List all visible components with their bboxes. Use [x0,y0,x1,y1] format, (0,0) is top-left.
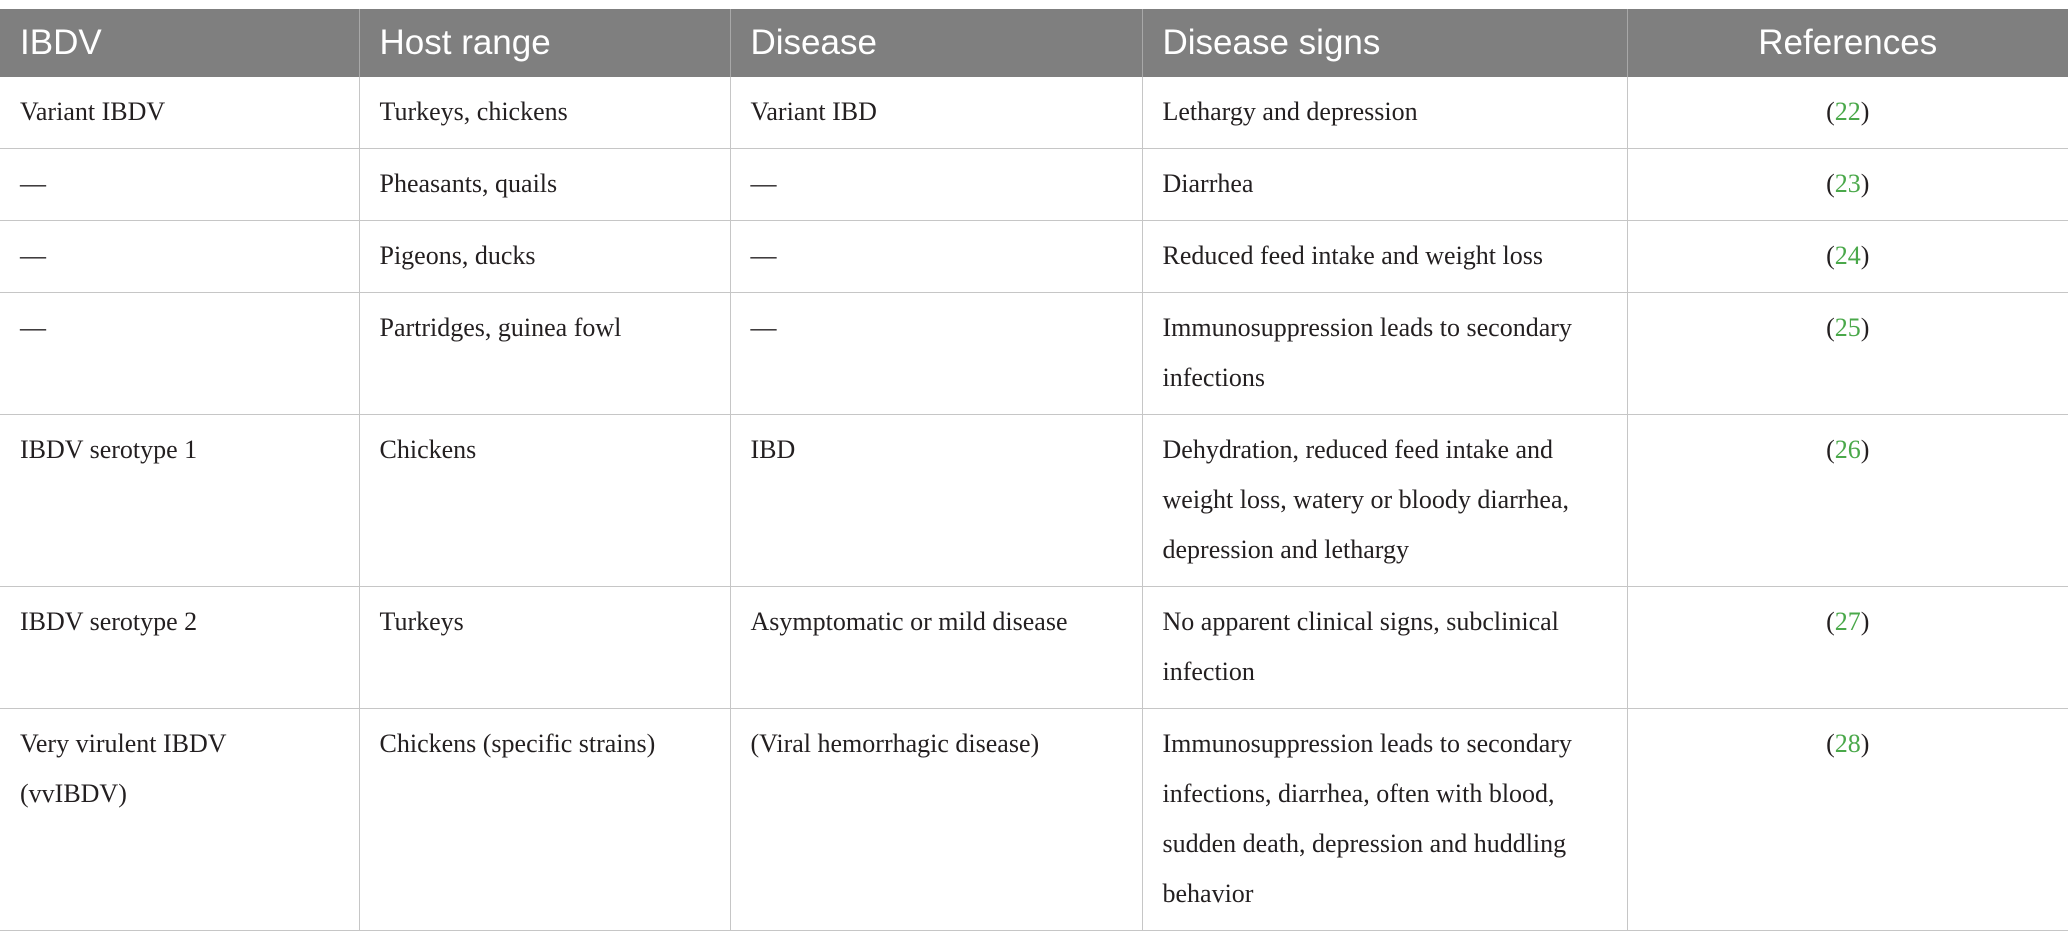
cell-disease: — [730,149,1142,221]
reference-link[interactable]: 22 [1834,97,1861,126]
table-row [0,709,2068,931]
header-disease: Disease [730,9,1142,77]
cell-disease-signs: Immunosuppression leads to secondary infections, diarrhea, often with blood, sudden death, depression and huddling behavior [1142,709,1627,931]
cell-ibdv: — [0,221,359,293]
header-ibdv: IBDV [0,9,359,77]
header-row [0,9,2068,77]
cell-disease: (Viral hemorrhagic disease) [730,709,1142,931]
cell-reference: (23) [1627,149,2068,221]
cell-disease-signs: Immunosuppression leads to secondary infections [1142,293,1627,415]
cell-disease: — [730,221,1142,293]
cell-reference: (28) [1627,709,2068,931]
cell-disease-signs: Diarrhea [1142,149,1627,221]
cell-ibdv: Variant IBDV [0,77,359,149]
header-disease-signs: Disease signs [1142,9,1627,77]
cell-reference: (24) [1627,221,2068,293]
reference-link[interactable]: 23 [1834,169,1861,198]
cell-disease-signs: Dehydration, reduced feed intake and weight loss, watery or bloody diarrhea, depression and lethargy [1142,415,1627,587]
reference-link[interactable]: 27 [1834,607,1861,636]
table-header [0,9,2068,77]
table-row [0,149,2068,221]
table-row [0,77,2068,149]
table-row [0,415,2068,587]
cell-ibdv: Very virulent IBDV (vvIBDV) [0,709,359,931]
cell-reference: (22) [1627,77,2068,149]
cell-ibdv: IBDV serotype 2 [0,587,359,709]
cell-host-range: Partridges, guinea fowl [359,293,730,415]
cell-disease-signs: Lethargy and depression [1142,77,1627,149]
cell-disease-signs: Reduced feed intake and weight loss [1142,221,1627,293]
header-host-range: Host range [359,9,730,77]
reference-link[interactable]: 24 [1834,241,1861,270]
cell-reference: (27) [1627,587,2068,709]
ibdv-table [0,9,2068,931]
reference-link[interactable]: 28 [1834,729,1861,758]
cell-reference: (26) [1627,415,2068,587]
table-row [0,587,2068,709]
table-row [0,221,2068,293]
cell-disease: Variant IBD [730,77,1142,149]
cell-ibdv: — [0,149,359,221]
cell-host-range: Chickens [359,415,730,587]
reference-link[interactable]: 26 [1834,435,1861,464]
table-row [0,293,2068,415]
cell-ibdv: IBDV serotype 1 [0,415,359,587]
cell-host-range: Turkeys, chickens [359,77,730,149]
cell-disease: IBD [730,415,1142,587]
cell-host-range: Pheasants, quails [359,149,730,221]
cell-ibdv: — [0,293,359,415]
cell-host-range: Chickens (specific strains) [359,709,730,931]
cell-disease-signs: No apparent clinical signs, subclinical infection [1142,587,1627,709]
header-references: References [1627,9,2068,77]
reference-link[interactable]: 25 [1834,313,1861,342]
cell-reference: (25) [1627,293,2068,415]
cell-host-range: Turkeys [359,587,730,709]
cell-host-range: Pigeons, ducks [359,221,730,293]
table-body [0,77,2068,931]
cell-disease: Asymptomatic or mild disease [730,587,1142,709]
cell-disease: — [730,293,1142,415]
